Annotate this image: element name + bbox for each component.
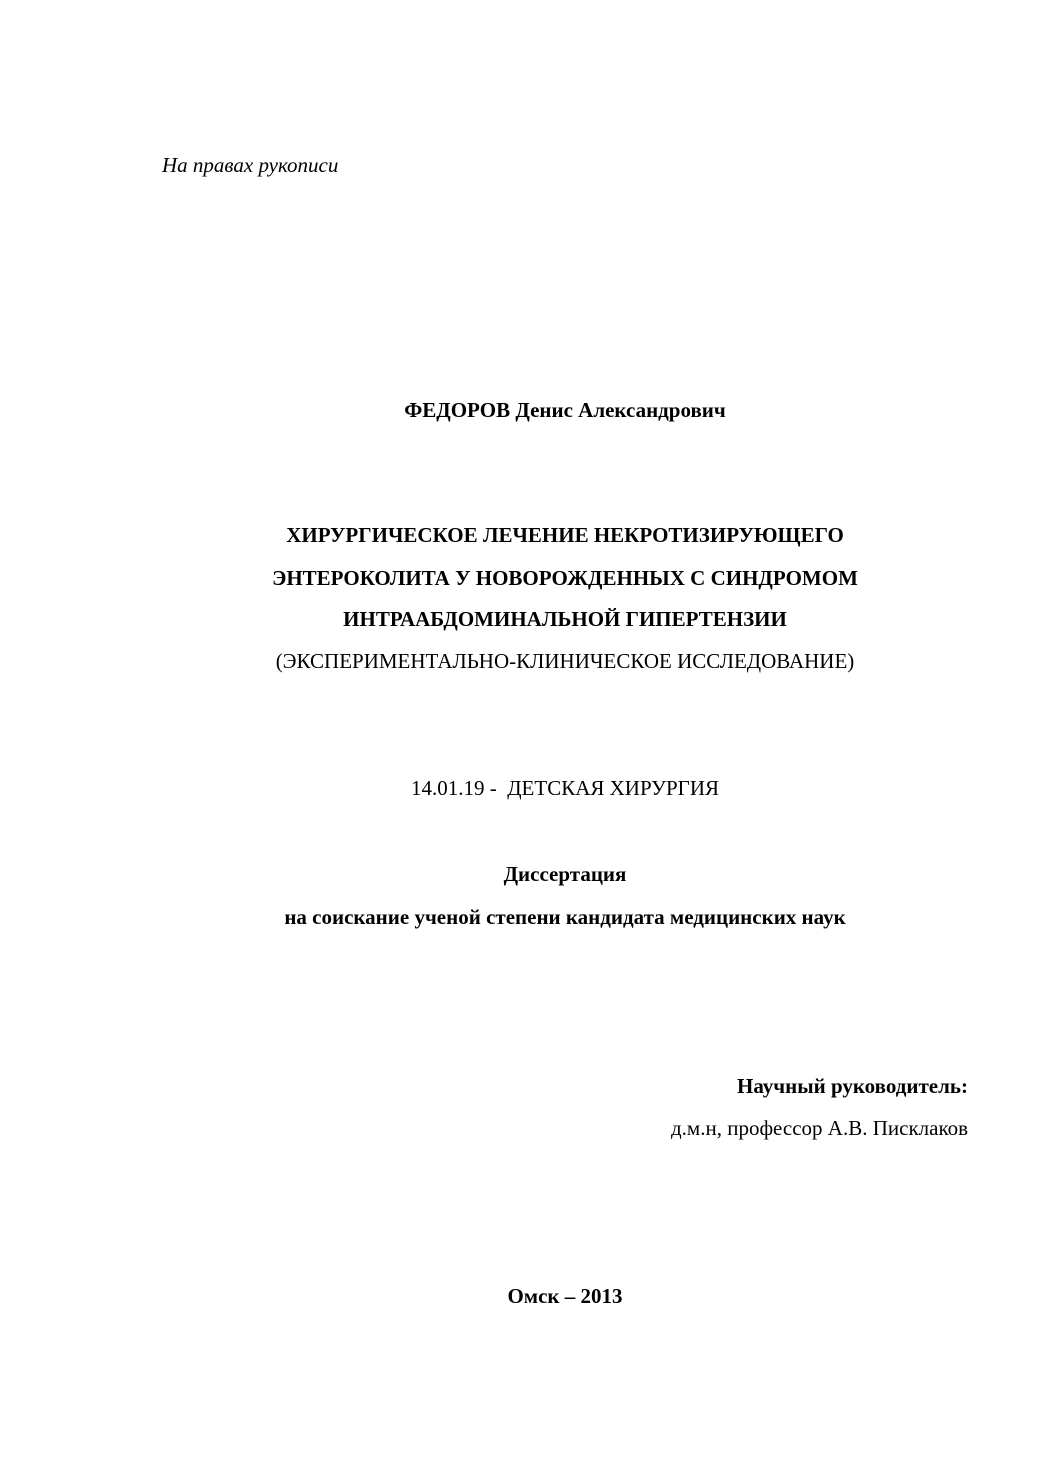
author-given-names: Денис Александрович [515,398,726,422]
title-line-2: ЭНТЕРОКОЛИТА У НОВОРОЖДЕННЫХ С СИНДРОМОМ [272,566,858,590]
author-name [0,397,1040,423]
specialty-code: 14.01.19 - ДЕТСКАЯ ХИРУРГИЯ [410,776,719,800]
supervisor-name: д.м.н, профессор А.В. Писклаков [671,1116,968,1140]
title-line-1: ХИРУРГИЧЕСКОЕ ЛЕЧЕНИЕ НЕКРОТИЗИРУЮЩЕГО [286,523,844,547]
title-line-3: ИНТРААБДОМИНАЛЬНОЙ ГИПЕРТЕНЗИИ [343,607,787,631]
supervisor-label: Научный руководитель: [737,1074,968,1098]
place-year: Омск – 2013 [507,1284,623,1308]
dissertation-label: Диссертация [503,862,627,886]
title-subtitle: (ЭКСПЕРИМЕНТАЛЬНО-КЛИНИЧЕСКОЕ ИССЛЕДОВАНИЕ) [275,649,855,673]
degree-statement: на соискание ученой степени кандидата медицинских наук [284,905,846,929]
manuscript-note: На правах рукописи [162,153,339,177]
author-surname: ФЕДОРОВ [404,398,511,422]
